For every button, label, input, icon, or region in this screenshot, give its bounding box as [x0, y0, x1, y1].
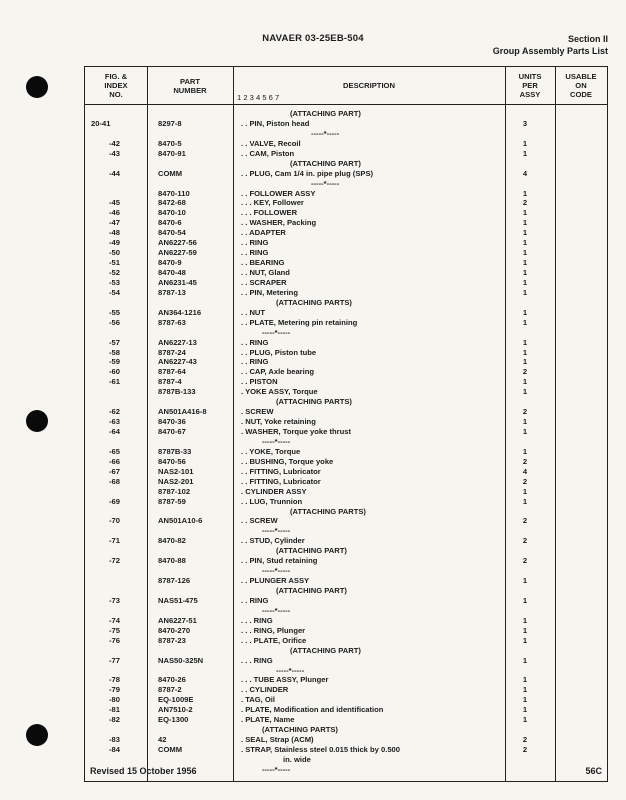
units-cell: 1 [522, 347, 528, 357]
part-number-cell: 8787-13 [158, 287, 186, 297]
table-row [85, 586, 607, 596]
units-cell: 1 [522, 377, 528, 387]
description-cell: -----*----- [276, 665, 305, 675]
description-cell: . . PLUNGER ASSY [241, 576, 310, 586]
part-number-cell: AN6227-13 [158, 337, 197, 347]
description-cell: (ATTACHING PARTS) [262, 725, 338, 735]
description-cell: . . PLUG, Cam 1/4 in. pipe plug (SPS) [241, 168, 374, 178]
description-cell: . . RING [241, 238, 269, 248]
table-row [85, 596, 607, 606]
table-row [85, 666, 607, 676]
part-number-cell: 8470-82 [158, 536, 186, 546]
col-header-units-per-assy: UNITS PER ASSY [518, 72, 542, 99]
part-number-cell: 8470-36 [158, 417, 186, 427]
table-row [85, 387, 607, 397]
units-cell: 1 [522, 685, 528, 695]
units-cell: 1 [522, 337, 528, 347]
units-cell: 1 [522, 188, 528, 198]
table-row [85, 288, 607, 298]
table-row [85, 357, 607, 367]
fig-index-cell: -57 [109, 337, 120, 347]
description-cell: -----*----- [311, 128, 340, 138]
description-cell: . . PIN, Metering [241, 287, 298, 297]
description-cell: . . . PLATE, Orifice [241, 635, 307, 645]
description-cell: . . PISTON [241, 377, 278, 387]
description-cell: . . . FOLLOWER [241, 208, 298, 218]
fig-index-cell: -68 [109, 476, 120, 486]
table-row [85, 556, 607, 566]
table-row [85, 467, 607, 477]
description-cell: . YOKE ASSY, Torque [241, 387, 318, 397]
description-cell: (ATTACHING PART) [290, 645, 361, 655]
description-cell: . . FOLLOWER ASSY [241, 188, 316, 198]
part-number-cell: NAS2-101 [158, 466, 194, 476]
fig-index-cell: -64 [109, 427, 120, 436]
units-cell: 1 [522, 625, 528, 635]
document-number: NAVAER 03-25EB-504 [262, 33, 364, 44]
fig-index-cell: -76 [109, 635, 120, 645]
part-number-cell: AN6231-45 [158, 277, 197, 287]
part-number-cell: 8787-23 [158, 635, 186, 645]
description-cell: -----*----- [262, 566, 291, 576]
table-row [85, 566, 607, 576]
units-cell: 1 [522, 486, 528, 496]
fig-index-cell: -69 [109, 496, 120, 506]
fig-index-cell: -42 [109, 138, 120, 148]
fig-index-cell: -82 [109, 715, 120, 725]
fig-index-cell: -44 [109, 168, 120, 178]
table-row [85, 149, 607, 159]
fig-index-cell: -51 [109, 258, 120, 268]
table-row [85, 268, 607, 278]
table-row [85, 427, 607, 437]
description-cell: . . BEARING [241, 258, 285, 268]
table-row [85, 367, 607, 377]
description-cell: . . PIN, Piston head [241, 118, 310, 128]
table-row [85, 695, 607, 705]
part-number-cell: AN364-1216 [158, 307, 202, 317]
fig-index-cell: -59 [109, 357, 120, 367]
part-number-cell: 8787-59 [158, 496, 186, 506]
units-cell: 1 [522, 228, 528, 238]
col-header-fig-index: FIG. & INDEX NO. [104, 72, 128, 99]
table-row [85, 497, 607, 507]
fig-index-cell: -75 [109, 625, 120, 635]
table-row [85, 308, 607, 318]
units-cell: 1 [522, 427, 528, 436]
fig-index-cell: -83 [109, 735, 120, 745]
fig-index-cell: -54 [109, 287, 120, 297]
units-cell: 1 [522, 148, 528, 158]
units-cell: 2 [522, 367, 528, 377]
table-row [85, 536, 607, 546]
units-cell: 1 [522, 268, 528, 277]
fig-index-cell: -74 [109, 615, 120, 625]
description-cell: . SCREW [241, 407, 274, 417]
table-row [85, 507, 607, 517]
units-cell: 2 [522, 536, 528, 546]
units-cell: 1 [522, 496, 528, 506]
table-row [85, 715, 607, 725]
description-cell: . . RING [241, 337, 269, 347]
units-cell: 1 [522, 138, 528, 148]
description-cell: . . . TUBE ASSY, Plunger [241, 675, 329, 685]
description-cell: . . RING [241, 595, 269, 605]
part-number-cell: 8787B-133 [158, 387, 196, 397]
units-cell: 1 [522, 218, 528, 228]
table-row [85, 228, 607, 238]
description-cell: (ATTACHING PARTS) [290, 506, 366, 516]
description-cell: (ATTACHING PART) [290, 158, 361, 168]
units-cell: 1 [522, 258, 528, 268]
table-row [85, 606, 607, 616]
table-row [85, 417, 607, 427]
description-cell: . . FITTING, Lubricator [241, 466, 321, 476]
part-number-cell: 8787-126 [158, 576, 191, 586]
part-number-cell: 8470-9 [158, 258, 182, 268]
description-cell: (ATTACHING PARTS) [276, 397, 352, 407]
table-row [85, 298, 607, 308]
table-row [85, 477, 607, 487]
part-number-cell: 8470-91 [158, 148, 186, 158]
description-cell: -----*----- [262, 526, 291, 536]
part-number-cell: 8470-26 [158, 675, 186, 685]
col-header-indent-levels: 1 2 3 4 5 6 7 [237, 93, 280, 102]
description-cell: . . NUT, Gland [241, 268, 290, 277]
fig-index-cell: -52 [109, 268, 120, 277]
fig-index-cell: -60 [109, 367, 120, 377]
fig-index-cell: -66 [109, 456, 120, 466]
description-cell: . SEAL, Strap (ACM) [241, 735, 314, 745]
description-cell: (ATTACHING PART) [290, 109, 361, 118]
table-row [85, 208, 607, 218]
description-cell: . . RING [241, 248, 269, 258]
units-cell: 4 [522, 168, 528, 178]
part-number-cell: AN6227-51 [158, 615, 197, 625]
table-row [85, 218, 607, 228]
description-cell: (ATTACHING PART) [276, 546, 347, 556]
part-number-cell: 8470-5 [158, 138, 182, 148]
part-number-cell: 8787-102 [158, 486, 191, 496]
units-cell: 2 [522, 556, 528, 566]
units-cell: 1 [522, 705, 528, 715]
fig-index-cell: -45 [109, 198, 120, 208]
part-number-cell: AN6227-43 [158, 357, 197, 367]
description-cell: . NUT, Yoke retaining [241, 417, 316, 427]
description-cell: . . NUT [241, 307, 266, 317]
description-cell: -----*----- [262, 327, 291, 337]
table-row [85, 198, 607, 208]
fig-index-cell: -65 [109, 446, 120, 456]
fig-index-cell: -48 [109, 228, 120, 238]
part-number-cell: NAS51-475 [158, 595, 198, 605]
units-cell: 1 [522, 317, 528, 327]
part-number-cell: AN7510-2 [158, 705, 193, 715]
table-row [85, 437, 607, 447]
units-cell: 3 [522, 118, 528, 128]
fig-index-cell: -56 [109, 317, 120, 327]
units-cell: 1 [522, 287, 528, 297]
description-cell: . . STUD, Cylinder [241, 536, 305, 546]
section-title: Group Assembly Parts List [492, 46, 608, 56]
description-cell: . . WASHER, Packing [241, 218, 317, 228]
section-header [493, 33, 608, 57]
table-row [85, 278, 607, 288]
units-cell: 1 [522, 576, 528, 586]
description-cell: . . VALVE, Recoil [241, 138, 301, 148]
binder-hole-bottom [26, 724, 48, 746]
fig-index-cell: -58 [109, 347, 120, 357]
col-header-description: DESCRIPTION [343, 81, 395, 90]
part-number-cell: EQ-1300 [158, 715, 189, 725]
units-cell: 2 [522, 476, 528, 486]
description-cell: . . . RING [241, 615, 273, 625]
fig-index-cell: -77 [109, 655, 120, 665]
fig-index-cell: -43 [109, 148, 120, 158]
units-cell: 1 [522, 238, 528, 248]
table-row [85, 685, 607, 695]
table-row [85, 377, 607, 387]
description-cell: . . FITTING, Lubricator [241, 476, 321, 486]
description-cell: . PLATE, Name [241, 715, 295, 725]
part-number-cell: EQ-1009E [158, 695, 194, 705]
page-number: 56C [585, 766, 602, 776]
units-cell: 1 [522, 307, 528, 317]
binder-hole-middle [26, 410, 48, 432]
fig-index-cell: -47 [109, 218, 120, 228]
part-number-cell: 8470-270 [158, 625, 191, 635]
units-cell: 1 [522, 595, 528, 605]
units-cell: 1 [522, 635, 528, 645]
part-number-cell: COMM [158, 745, 183, 754]
table-row [85, 238, 607, 248]
units-cell: 1 [522, 357, 528, 367]
description-cell: . . PLATE, Metering pin retaining [241, 317, 358, 327]
table-row [85, 179, 607, 189]
part-number-cell: 8787-24 [158, 347, 186, 357]
part-number-cell: NAS50-325N [158, 655, 204, 665]
table-row [85, 546, 607, 556]
part-number-cell: NAS2-201 [158, 476, 194, 486]
part-number-cell: AN6227-56 [158, 238, 197, 248]
description-cell: . . CAP, Axle bearing [241, 367, 315, 377]
description-cell: . . RING [241, 357, 269, 367]
description-cell: . . PLUG, Piston tube [241, 347, 317, 357]
table-row [85, 119, 607, 129]
part-number-cell: AN501A416-8 [158, 407, 207, 417]
table-row [85, 348, 607, 358]
description-cell: -----*----- [262, 605, 291, 615]
units-cell: 1 [522, 248, 528, 258]
table-row [85, 656, 607, 666]
description-cell: . CYLINDER ASSY [241, 486, 307, 496]
table-row [85, 626, 607, 636]
fig-index-cell: -81 [109, 705, 120, 715]
part-number-cell: 8297-8 [158, 118, 182, 128]
table-row [85, 735, 607, 745]
table-row [85, 457, 607, 467]
description-cell: . WASHER, Torque yoke thrust [241, 427, 351, 436]
fig-index-cell: -49 [109, 238, 120, 248]
table-row [85, 258, 607, 268]
part-number-cell: 8470-88 [158, 556, 186, 566]
table-row [85, 318, 607, 328]
part-number-cell: 8787-2 [158, 685, 182, 695]
part-number-cell: 8470-48 [158, 268, 186, 277]
fig-index-cell: -62 [109, 407, 120, 417]
part-number-cell: 42 [158, 735, 167, 745]
fig-index-cell: -63 [109, 417, 120, 427]
units-cell: 1 [522, 277, 528, 287]
part-number-cell: AN6227-59 [158, 248, 197, 258]
description-cell: in. wide [283, 754, 311, 764]
table-row [85, 397, 607, 407]
part-number-cell: 8470-54 [158, 228, 186, 238]
description-cell: -----*----- [262, 764, 291, 774]
description-cell: . . . KEY, Follower [241, 198, 304, 208]
fig-index-cell: -67 [109, 466, 120, 476]
table-row [85, 487, 607, 497]
part-number-cell: 8470-110 [158, 188, 190, 198]
description-cell: . . BUSHING, Torque yoke [241, 456, 334, 466]
units-cell: 2 [522, 516, 528, 526]
description-cell: . PLATE, Modification and identification [241, 705, 384, 715]
units-cell: 1 [522, 675, 528, 685]
description-cell: . . LUG, Trunnion [241, 496, 303, 506]
part-number-cell: 8787-64 [158, 367, 186, 377]
table-row [85, 675, 607, 685]
table-row [85, 129, 607, 139]
description-cell: -----*----- [262, 436, 291, 446]
units-cell: 2 [522, 456, 528, 466]
part-number-cell: 8787B-33 [158, 446, 192, 456]
table-row [85, 725, 607, 735]
fig-index-cell: -70 [109, 516, 120, 526]
part-number-cell: 8470-67 [158, 427, 186, 436]
description-cell: . . YOKE, Torque [241, 446, 301, 456]
fig-index-cell: -84 [109, 745, 120, 754]
fig-index-cell: -80 [109, 695, 120, 705]
units-cell: 2 [522, 745, 528, 754]
fig-index-cell: -78 [109, 675, 120, 685]
description-cell: . . CAM, Piston [241, 148, 295, 158]
part-number-cell: 8787-4 [158, 377, 182, 387]
description-cell: . . SCREW [241, 516, 278, 526]
table-row [85, 189, 607, 199]
units-cell: 1 [522, 417, 528, 427]
col-header-part-number: PART NUMBER [173, 76, 207, 95]
units-cell: 1 [522, 387, 528, 397]
table-row [85, 526, 607, 536]
part-number-cell: 8470-56 [158, 456, 186, 466]
description-cell: . . ADAPTER [241, 228, 286, 238]
table-row [85, 447, 607, 457]
units-cell: 2 [522, 407, 528, 417]
units-cell: 2 [522, 198, 528, 208]
table-row [85, 636, 607, 646]
parts-list-table [84, 66, 608, 782]
table-row [85, 328, 607, 338]
units-cell: 2 [522, 735, 528, 745]
part-number-cell: AN501A10-6 [158, 516, 203, 526]
description-cell: . . SCRAPER [241, 277, 287, 287]
part-number-cell: COMM [158, 168, 183, 178]
description-cell: . TAG, Oil [241, 695, 276, 705]
part-number-cell: 8470-10 [158, 208, 186, 218]
col-header-usable-on-code: USABLE ON CODE [565, 72, 597, 99]
description-cell: . . . RING [241, 655, 273, 665]
description-cell: (ATTACHING PART) [276, 586, 347, 595]
fig-index-cell: -71 [109, 536, 120, 546]
units-cell: 1 [522, 208, 528, 218]
description-cell: . . . RING, Plunger [241, 625, 306, 635]
part-number-cell: 8787-63 [158, 317, 186, 327]
table-row [85, 169, 607, 179]
units-cell: 1 [522, 715, 528, 725]
fig-index-cell: -61 [109, 377, 120, 387]
fig-index-cell: -72 [109, 556, 120, 566]
fig-index-cell: 20-41 [91, 118, 111, 128]
table-row [85, 407, 607, 417]
table-row [85, 338, 607, 348]
description-cell: . . CYLINDER [241, 685, 289, 695]
binder-hole-top [26, 76, 48, 98]
table-row [85, 755, 607, 765]
fig-index-cell: -55 [109, 307, 120, 317]
table-row [85, 516, 607, 526]
units-cell: 1 [522, 446, 528, 456]
units-cell: 1 [522, 655, 528, 665]
description-cell: . STRAP, Stainless steel 0.015 thick by 0.500 [241, 745, 400, 754]
section-label: Section II [567, 34, 608, 44]
units-cell: 1 [522, 615, 528, 625]
table-row [85, 745, 607, 755]
fig-index-cell: -46 [109, 208, 120, 218]
description-cell: . . PIN, Stud retaining [241, 556, 318, 566]
table-row [85, 616, 607, 626]
part-number-cell: 8472-68 [158, 198, 186, 208]
units-cell: 1 [522, 695, 528, 705]
table-row [85, 646, 607, 656]
table-row [85, 705, 607, 715]
table-row [85, 159, 607, 169]
fig-index-cell: -79 [109, 685, 120, 695]
fig-index-cell: -53 [109, 277, 120, 287]
parts-rows [85, 109, 607, 775]
table-row [85, 139, 607, 149]
units-cell: 4 [522, 466, 528, 476]
revision-date: Revised 15 October 1956 [90, 766, 197, 776]
table-row [85, 576, 607, 586]
table-row [85, 248, 607, 258]
description-cell: (ATTACHING PARTS) [276, 297, 352, 307]
fig-index-cell: -50 [109, 248, 120, 258]
table-row [85, 109, 607, 119]
description-cell: -----*----- [311, 178, 340, 188]
fig-index-cell: -73 [109, 595, 120, 605]
part-number-cell: 8470-6 [158, 218, 182, 228]
